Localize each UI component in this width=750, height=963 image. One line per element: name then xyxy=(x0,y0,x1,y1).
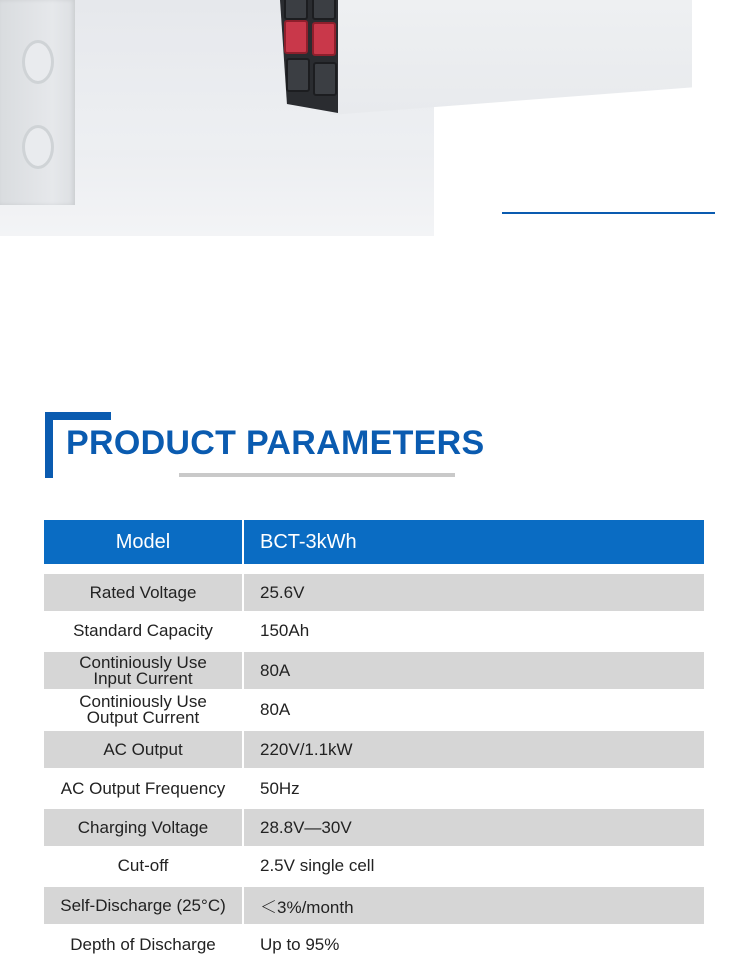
row-key xyxy=(44,691,242,728)
title-underline xyxy=(179,473,455,477)
row-key: AC Output xyxy=(44,731,242,768)
row-key-line: Continiously Use xyxy=(79,691,207,711)
product-photo xyxy=(0,0,750,240)
table-row xyxy=(44,770,704,807)
table-row xyxy=(44,612,704,649)
battery-unit-left xyxy=(0,0,75,205)
row-key-line: Output Current xyxy=(86,707,200,727)
row-key: Depth of Discharge xyxy=(70,934,216,954)
accent-rule xyxy=(502,212,715,214)
row-key: Charging Voltage xyxy=(44,809,242,846)
row-value: Up to 95% xyxy=(260,934,340,954)
row-value: 80A xyxy=(244,652,704,689)
table-row xyxy=(44,574,704,611)
row-key-line: Continiously Use xyxy=(79,652,207,672)
table-row xyxy=(44,809,704,846)
connector-block xyxy=(280,0,338,113)
row-value: 220V/1.1kW xyxy=(244,731,704,768)
table-row xyxy=(44,847,704,884)
connector-port xyxy=(312,0,336,20)
terminal-ring xyxy=(22,125,54,169)
row-value: 25.6V xyxy=(244,574,704,611)
row-value: 80A xyxy=(260,699,291,719)
battery-unit-right xyxy=(330,0,692,115)
row-key: Self-Discharge (25°C) xyxy=(44,887,242,924)
connector-port xyxy=(313,62,337,96)
row-key-line: Input Current xyxy=(93,668,193,688)
connector-port-red xyxy=(312,22,336,56)
row-value: 150Ah xyxy=(260,620,310,640)
connector-port xyxy=(284,0,308,20)
connector-port-red xyxy=(284,20,308,54)
section-title: PRODUCT PARAMETERS xyxy=(66,424,485,462)
row-value: 50Hz xyxy=(260,778,300,798)
row-key xyxy=(44,652,242,689)
table-row xyxy=(44,926,704,963)
row-key: Standard Capacity xyxy=(73,620,213,640)
row-key: AC Output Frequency xyxy=(60,778,226,798)
table-row xyxy=(44,691,704,728)
table-row xyxy=(44,887,704,924)
connector-port xyxy=(286,58,310,92)
table-row xyxy=(44,652,704,689)
row-value: ＜3%/month xyxy=(244,887,704,924)
row-key: Cut-off xyxy=(117,855,169,875)
row-value: 28.8V—30V xyxy=(244,809,704,846)
terminal-ring xyxy=(22,40,54,84)
header-value: BCT-3kWh xyxy=(244,520,704,564)
table-header-row xyxy=(44,520,704,564)
row-value: 2.5V single cell xyxy=(260,855,375,875)
header-key: Model xyxy=(44,520,242,564)
row-key: Rated Voltage xyxy=(44,574,242,611)
table-row xyxy=(44,731,704,768)
